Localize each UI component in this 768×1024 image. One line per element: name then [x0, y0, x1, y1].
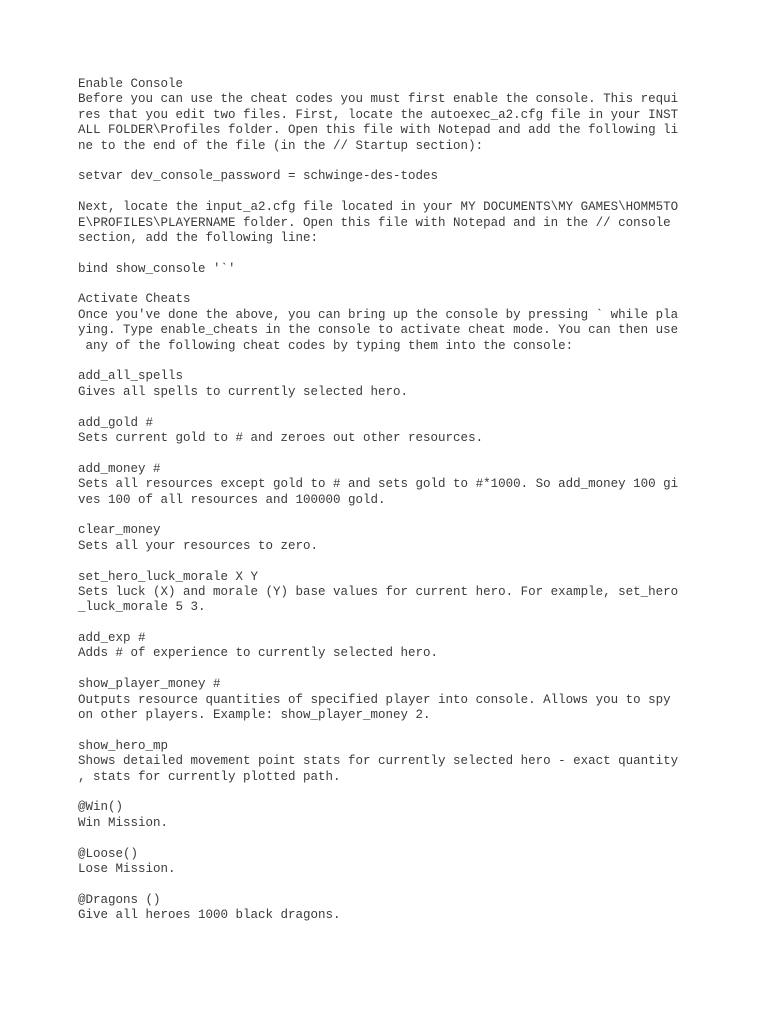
text-line: @Win() [78, 800, 124, 815]
text-line: show_hero_mp [78, 738, 169, 753]
blank-line [78, 185, 698, 200]
text-line: Sets all resources except gold to # and sets gold to #*1000. So add_money 100 gi [78, 477, 679, 492]
text-line: Sets all your resources to zero. [78, 538, 319, 553]
text-line: Enable Console [78, 77, 184, 91]
text-line: bind show_console '`' [78, 261, 236, 276]
text-line: ves 100 of all resources and 100000 gold. [78, 492, 386, 507]
text-line: @Dragons () [78, 892, 161, 907]
text-line: any of the following cheat codes by typing them into the console: [78, 338, 574, 353]
blank-line [78, 785, 698, 800]
text-line: add_exp # [78, 631, 146, 646]
text-line: ne to the end of the file (in the // Startup section): [78, 138, 484, 153]
text-line: res that you edit two files. First, locate the autoexec_a2.cfg file in your INST [78, 107, 679, 122]
blank-line [78, 831, 698, 846]
blank-line [78, 400, 698, 415]
text-line: Next, locate the input_a2.cfg file located in your MY DOCUMENTS\MY GAMES\HOMM5TO [78, 200, 679, 215]
text-line: ALL FOLDER\Profiles folder. Open this file with Notepad and add the following li [78, 123, 679, 138]
text-line: Lose Mission. [78, 861, 176, 876]
text-line: add_money # [78, 461, 161, 476]
text-line: Outputs resource quantities of specified player into console. Allows you to spy [78, 692, 671, 707]
text-line: Gives all spells to currently selected hero. [78, 384, 409, 399]
text-line: _luck_morale 5 3. [78, 600, 206, 615]
blank-line [78, 277, 698, 292]
text-line: set_hero_luck_morale X Y [78, 569, 259, 584]
text-line: Activate Cheats [78, 292, 191, 307]
text-line: section, add the following line: [78, 230, 319, 245]
text-line: ying. Type enable_cheats in the console to activate cheat mode. You can then use [78, 323, 679, 338]
text-line: add_gold # [78, 415, 154, 430]
blank-line [78, 446, 698, 461]
text-line: Win Mission. [78, 815, 169, 830]
blank-line [78, 554, 698, 569]
text-line: add_all_spells [78, 369, 184, 384]
text-line: E\PROFILES\PLAYERNAME folder. Open this file with Notepad and in the // console [78, 215, 671, 230]
text-line: @Loose() [78, 846, 139, 861]
blank-line [78, 723, 698, 738]
blank-line [78, 662, 698, 677]
text-line: Shows detailed movement point stats for currently selected hero - exact quantity [78, 754, 679, 769]
blank-line [78, 246, 698, 261]
text-line: show_player_money # [78, 677, 221, 692]
text-line: Sets luck (X) and morale (Y) base values for current hero. For example, set_hero [78, 584, 679, 599]
text-line: Before you can use the cheat codes you must first enable the console. This requi [78, 92, 679, 107]
blank-line [78, 354, 698, 369]
blank-line [78, 154, 698, 169]
text-line: Adds # of experience to currently selected hero. [78, 646, 439, 661]
text-line: Give all heroes 1000 black dragons. [78, 908, 341, 923]
blank-line [78, 616, 698, 631]
text-line: clear_money [78, 523, 161, 538]
text-line: Sets current gold to # and zeroes out other resources. [78, 430, 484, 445]
document-page [78, 77, 698, 923]
text-line: , stats for currently plotted path. [78, 769, 341, 784]
text-line: on other players. Example: show_player_money 2. [78, 708, 431, 723]
blank-line [78, 877, 698, 892]
text-line: setvar dev_console_password = schwinge-des-todes [78, 169, 439, 184]
blank-line [78, 508, 698, 523]
text-line: Once you've done the above, you can bring up the console by pressing ` while pla [78, 307, 679, 322]
